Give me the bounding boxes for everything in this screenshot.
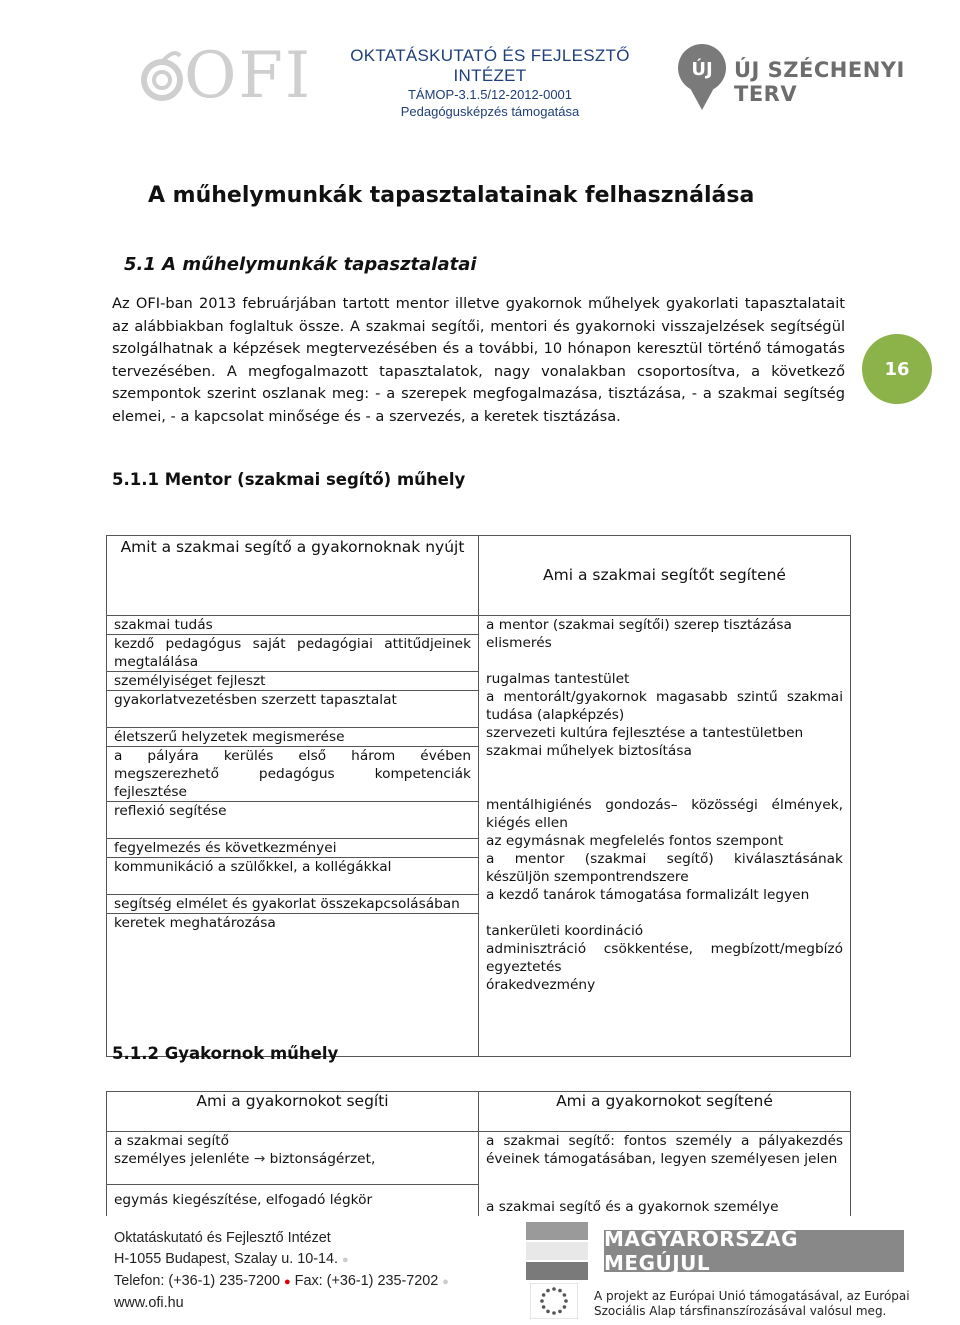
- list-item: kezdő pedagógus saját pedagógiai attitűdjeinek megtalálása: [107, 635, 478, 672]
- list-item: mentálhigiénés gondozás– közösségi élmények, kiégés ellen: [486, 797, 843, 831]
- list-item: [486, 760, 843, 778]
- list-item: keretek meghatározása: [114, 915, 276, 931]
- list-item: [486, 904, 843, 922]
- list-item: rugalmas tantestület: [486, 671, 630, 687]
- list-item: egymás kiegészítése, elfogadó légkör: [114, 1192, 373, 1208]
- col2-cell: [479, 1132, 851, 1217]
- security-text: biztonságérzet,: [269, 1151, 376, 1167]
- program-name: Pedagógusképzés támogatása: [400, 104, 580, 119]
- list-item: szakmai műhelyek biztosítása: [486, 743, 692, 759]
- list-item: fegyelmezés és következményei: [107, 839, 478, 858]
- col1-list: [114, 616, 471, 932]
- list-item: a szakmai segítő: [114, 1133, 230, 1149]
- list-item: [114, 1150, 471, 1168]
- list-item: [107, 876, 478, 895]
- szechenyi-logo: [676, 44, 926, 114]
- list-item: [107, 709, 478, 728]
- list-item: órakedvezmény: [486, 977, 596, 993]
- banner-text: MAGYARORSZÁG MEGÚJUL: [604, 1230, 904, 1272]
- subsection-trainee-title: 5.1.2 Gyakornok műhely: [112, 1044, 339, 1063]
- col1-cell: [107, 616, 479, 1057]
- footer-org: Oktatáskutató és Fejlesztő Intézet: [114, 1230, 331, 1246]
- page-number-badge: 16: [862, 334, 932, 404]
- col2-header: Ami a szakmai segítőt segítené: [479, 536, 851, 616]
- col2-header: Ami a gyakornokot segítené: [479, 1092, 851, 1132]
- col1-cell: [107, 1132, 479, 1217]
- ofi-logo-text: OFI: [184, 39, 313, 113]
- presence-text: személyes jelenléte: [114, 1151, 250, 1167]
- list-item: a kezdő tanárok támogatása formalizált legyen: [486, 887, 810, 903]
- list-item: a mentor (szakmai segítői) szerep tisztázása: [486, 617, 792, 633]
- list-item: segítség elmélet és gyakorlat összekapcsolásában: [107, 895, 478, 914]
- col2-list: [486, 616, 843, 994]
- szechenyi-text: ÚJ SZÉCHENYI TERV: [734, 58, 905, 106]
- list-item: a szakmai segítő és a gyakornok személye: [486, 1199, 779, 1215]
- ofi-spiral-icon: [140, 38, 184, 110]
- list-item: a mentorált/gyakornok magasabb szintű szakmai tudása (alapképzés): [486, 689, 843, 723]
- eu-flag-icon: [530, 1283, 578, 1319]
- bullet-icon: ●: [342, 1254, 349, 1266]
- table-header-row: [107, 536, 851, 616]
- col2-cell: [479, 616, 851, 1057]
- page-title: A műhelymunkák tapasztalatainak felhasználása: [148, 183, 755, 208]
- list-item: életszerű helyzetek megismerése: [107, 728, 478, 747]
- bullet-icon: ●: [442, 1276, 449, 1288]
- footer-address: [114, 1228, 449, 1314]
- phone-text: Telefon: (+36-1) 235-7200: [114, 1273, 281, 1289]
- address-text: H-1055 Budapest, Szalay u. 10-14.: [114, 1251, 338, 1267]
- list-item: kommunikáció a szülőkkel, a kollégákkal: [114, 859, 392, 875]
- list-item: tankerületi koordináció: [486, 923, 644, 939]
- section-title: 5.1 A műhelymunkák tapasztalatai: [124, 254, 477, 275]
- list-item: a mentor (szakmai segítő) kiválasztásának készüljön szempontrendszere: [486, 851, 843, 885]
- subsection-mentor-title: 5.1.1 Mentor (szakmai segítő) műhely: [112, 470, 466, 489]
- footer-address-line: [114, 1249, 449, 1271]
- ofi-logo: [140, 38, 313, 118]
- table-row: [107, 616, 851, 1057]
- institute-block: [330, 46, 650, 120]
- list-item: gyakorlatvezetésben szerzett tapasztalat: [114, 692, 397, 708]
- list-item: szakmai tudás: [107, 616, 478, 635]
- col1-header: Amit a szakmai segítő a gyakornoknak nyújt: [107, 536, 479, 616]
- list-item: elismerés: [486, 635, 552, 651]
- list-item: az egymásnak megfelelés fontos szempont: [486, 833, 784, 849]
- col1-header: Ami a gyakornokot segíti: [107, 1092, 479, 1132]
- magyarorszag-megujul-banner: [526, 1222, 904, 1280]
- page-header: [0, 0, 960, 130]
- project-code: TÁMOP-3.1.5/12-2012-0001: [407, 87, 573, 102]
- eu-note-line2: Szociális Alap társfinanszírozásával valósul meg.: [594, 1304, 887, 1318]
- szechenyi-pin-icon: [676, 44, 728, 110]
- intro-paragraph: Az OFI-ban 2013 februárjában tartott mentor illetve gyakornok műhelyek gyakorlati tapasztalatait az alábbiakban foglaltuk össze. A szakmai segítői, mentori és gyakornoki visszajelzések segítségül szolgálhatnak a képzések megtervezésében és a további, 10 hónapon keresztül történő támogatás tervezésében. A megfogalmazott tapasztalatok, nagy vonalakban csoportosítva, a következő szempontok szerint oszlanak meg: - a szerepek megfogalmazása, tisztázása, - a szakmai segítség elemei, - a kapcsolat minősége és - a szervezés, a keretek tisztázása.: [112, 295, 845, 425]
- institute-name: OKTATÁSKUTATÓ ÉS FEJLESZTŐ INTÉZET: [350, 46, 630, 85]
- footer-web[interactable]: www.ofi.hu: [114, 1295, 184, 1311]
- list-item: a pályára kerülés első három évében megszerezhető pedagógus kompetenciák fejlesztése: [107, 747, 478, 802]
- list-item: szervezeti kultúra fejlesztése a tantestületben: [486, 725, 804, 741]
- arrow-right-icon: →: [253, 1151, 266, 1167]
- list-item: [486, 778, 843, 796]
- list-item: [486, 652, 843, 670]
- list-item: adminisztráció csökkentése, megbízott/megbízó egyeztetés: [486, 941, 843, 975]
- flag-stripes-icon: [526, 1222, 588, 1280]
- list-item: a szakmai segítő: fontos személy a pályakezdés éveinek támogatásában, legyen személyesen jelen: [486, 1133, 843, 1167]
- bullet-icon: ●: [284, 1276, 291, 1288]
- eu-funding-note: [594, 1289, 910, 1319]
- table-header-row: [107, 1092, 851, 1132]
- trainee-workshop-table: [106, 1091, 851, 1216]
- table-row: [107, 1132, 851, 1217]
- fax-text: Fax: (+36-1) 235-7202: [294, 1273, 439, 1289]
- eu-note-line1: A projekt az Európai Unió támogatásával, az Európai: [594, 1289, 910, 1303]
- svg-text:ÚJ: ÚJ: [691, 59, 713, 80]
- list-item: személyiséget fejleszt: [107, 672, 478, 691]
- mentor-workshop-table: [106, 535, 851, 1057]
- list-item: reflexió segítése: [114, 803, 227, 819]
- list-item: [107, 820, 478, 839]
- footer-phone-line: [114, 1271, 449, 1293]
